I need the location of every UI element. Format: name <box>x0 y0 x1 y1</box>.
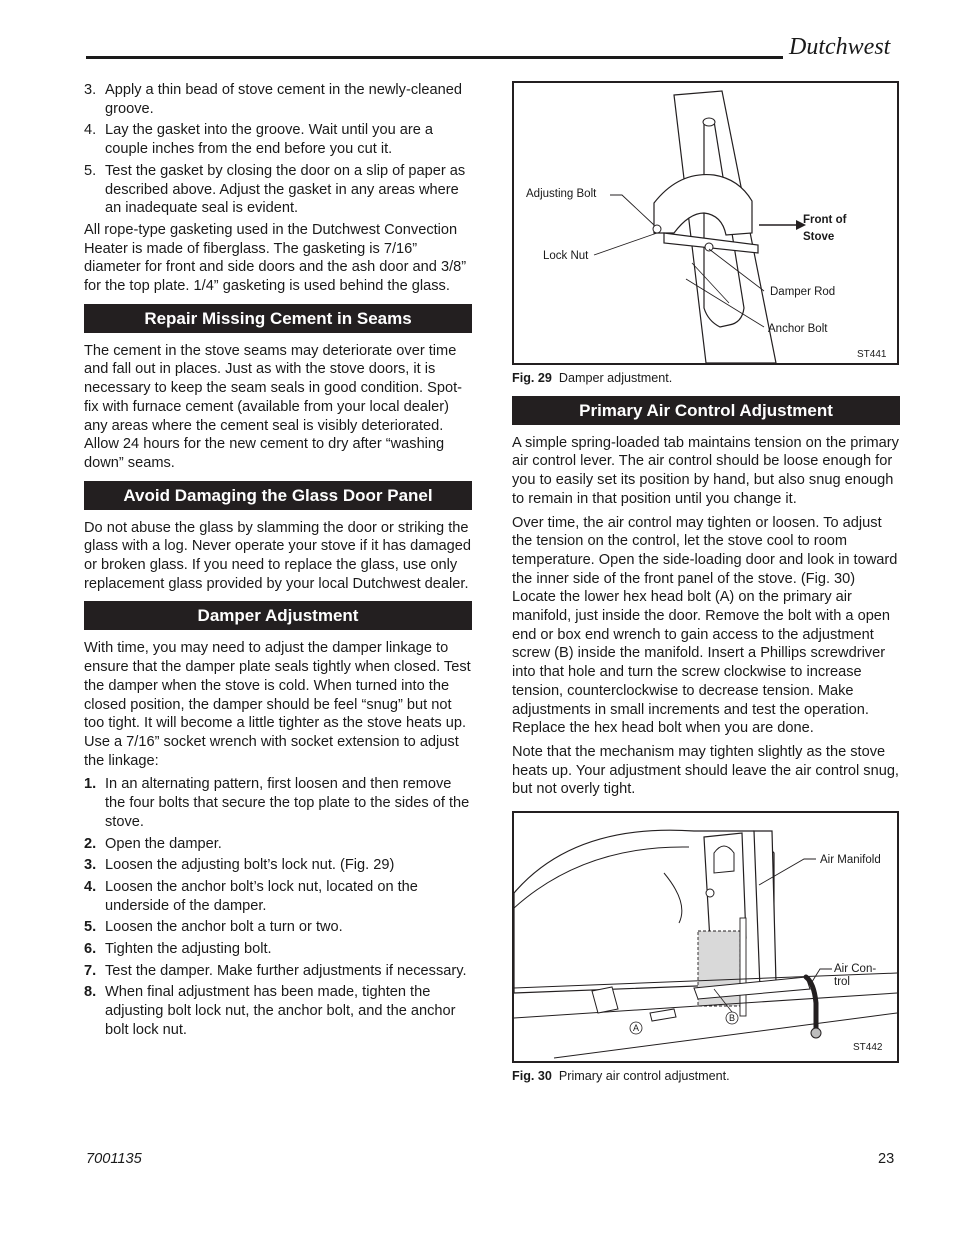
step-number: 6. <box>84 941 97 958</box>
caption-number: Fig. 30 <box>512 1069 552 1084</box>
primary-paragraph-2: Over time, the air control may tighten or loosen. To adjust the tension on the control, let the stove cool to room temperature. Open the side-loading door and look in toward the inner side of the front panel of the stove. (Fig. 30) Locate the lower hex head bolt (A) on the primary air manifold, just inside the door. Remove the bolt with a open end or box end wrench to gain access to the adjustment screw (B) inside the manifold. Insert a Phillips screwdriver into that hole and turn the screw clockwise to increase tension, counterclockwise to decrease tension. Make adjustments in small increments and test the operation. Replace the hex head bolt when you are done. <box>512 514 898 737</box>
label-front-of-stove-2: Stove <box>803 231 835 243</box>
figure-30-air-control <box>512 811 899 1063</box>
left-column <box>84 81 472 1043</box>
list-item <box>84 878 472 915</box>
caption-text: Damper adjustment. <box>558 371 673 385</box>
step-text: Apply a thin bead of stove cement in the newly-cleaned groove. <box>105 82 462 117</box>
caption-number: Fig. 29 <box>512 371 552 385</box>
step-text: Loosen the anchor bolt a turn or two. <box>105 919 343 936</box>
step-number: 7. <box>84 962 97 979</box>
list-item <box>84 835 472 854</box>
step-text: Loosen the anchor bolt’s lock nut, located on the underside of the damper. <box>105 878 418 914</box>
step-number: 3. <box>84 82 97 98</box>
step-text: Test the gasket by closing the door on a slip of paper as described above. Adjust the gasket in any areas where an inadequate seal is evident. <box>105 162 466 217</box>
list-item <box>84 940 472 959</box>
step-number: 8. <box>84 984 97 1001</box>
figure-code: ST441 <box>857 349 887 360</box>
step-number: 4. <box>84 878 97 895</box>
figure-code: ST442 <box>853 1042 883 1054</box>
label-front-of-stove-1: Front of <box>803 214 847 226</box>
step-number: 3. <box>84 857 97 874</box>
step-text: Test the damper. Make further adjustments if necessary. <box>105 962 467 979</box>
primary-paragraph-3: Note that the mechanism may tighten slightly as the stove heats up. Your adjustment should leave the air control snug, but not overly tight. <box>512 743 899 798</box>
gasket-steps <box>84 81 472 218</box>
section-heading-primary-air: Primary Air Control Adjustment <box>512 396 900 425</box>
step-text: In an alternating pattern, first loosen and then remove the four bolts that secure the top plate to the sides of the stove. <box>105 776 470 830</box>
brand-title: Dutchwest <box>789 34 891 60</box>
step-text: When final adjustment has been made, tighten the adjusting bolt lock nut, the anchor bolt, and the anchor bolt lock nut. <box>105 984 456 1038</box>
list-item <box>84 983 472 1039</box>
list-item <box>84 121 472 158</box>
label-a: A <box>633 1023 640 1034</box>
air-control-illustration <box>514 813 897 1061</box>
label-lock-nut: Lock Nut <box>543 250 589 262</box>
list-item <box>84 856 472 875</box>
repair-paragraph: The cement in the stove seams may deteriorate over time and fall out in places. Just as with the stove doors, it is necessary to keep the seam seals in good condition. Spot-fix with furnace cement (available from your local dealer) any areas where the cement seal is visibly deteriorated. Allow 24 hours for the new cement to dry after “washing down” seams. <box>84 342 463 471</box>
step-number: 2. <box>84 835 97 852</box>
primary-paragraph-1: A simple spring-loaded tab maintains tension on the primary air control lever. The air control should be loose enough for you to easily set its position by hand, but also snug enough to remain in that position until you change it. <box>512 434 899 507</box>
label-damper-rod: Damper Rod <box>770 286 836 298</box>
step-text: Tighten the adjusting bolt. <box>105 941 272 958</box>
caption-text: Primary air control adjustment. <box>558 1069 730 1084</box>
label-air-manifold: Air Manifold <box>820 854 881 867</box>
header-rule <box>86 56 783 59</box>
label-b: B <box>729 1013 736 1024</box>
step-text: Open the damper. <box>105 835 222 852</box>
figure-30-caption <box>512 1067 900 1086</box>
section-heading-repair: Repair Missing Cement in Seams <box>84 304 472 333</box>
glass-paragraph: Do not abuse the glass by slamming the door or striking the glass with a log. Never operate your stove if it has damaged or broken glass. If you need to replace the glass, use only replacement glass provided by your local Dutchwest dealer. <box>84 519 471 592</box>
section-heading-glass: Avoid Damaging the Glass Door Panel <box>84 481 472 510</box>
damper-paragraph: With time, you may need to adjust the damper linkage to ensure that the damper plate seals tightly when closed. Test the damper when the stove is cold. When turned into the closed position, the damper should be feel “snug” but not too tight. It will become a little tighter as the stove heats up. Use a 7/16” socket wrench with socket extension to adjust the linkage: <box>84 640 471 769</box>
step-text: Loosen the adjusting bolt’s lock nut. (Fig. 29) <box>105 857 395 874</box>
label-air-control-1: Air Con- <box>834 963 877 976</box>
step-number: 1. <box>84 776 97 793</box>
footer-doc-number: 7001135 <box>86 1151 142 1167</box>
list-item <box>84 775 472 831</box>
label-anchor-bolt: Anchor Bolt <box>768 323 828 335</box>
section-heading-damper: Damper Adjustment <box>84 601 472 630</box>
figure-29-caption <box>512 369 900 388</box>
right-column <box>512 81 900 1094</box>
footer-page-number: 23 <box>878 1151 895 1167</box>
damper-steps <box>84 775 472 1039</box>
step-number: 5. <box>84 919 97 936</box>
list-item <box>84 918 472 937</box>
step-number: 5. <box>84 162 97 179</box>
step-number: 4. <box>84 122 97 139</box>
step-text: Lay the gasket into the groove. Wait until you are a couple inches from the end before you cut it. <box>105 122 434 158</box>
figure-29-damper <box>512 81 899 365</box>
list-item <box>84 962 472 981</box>
list-item <box>84 81 472 118</box>
gasket-paragraph: All rope-type gasketing used in the Dutchwest Convection Heater is made of fiberglass. The gasketing is 7/16” diameter for front and side doors and the ash door and 3/8” for the top plate. 1/4” gasketing is used behind the glass. <box>84 221 467 295</box>
label-adjusting-bolt: Adjusting Bolt <box>526 188 597 200</box>
list-item <box>84 162 472 218</box>
label-air-control-2: trol <box>834 976 850 989</box>
